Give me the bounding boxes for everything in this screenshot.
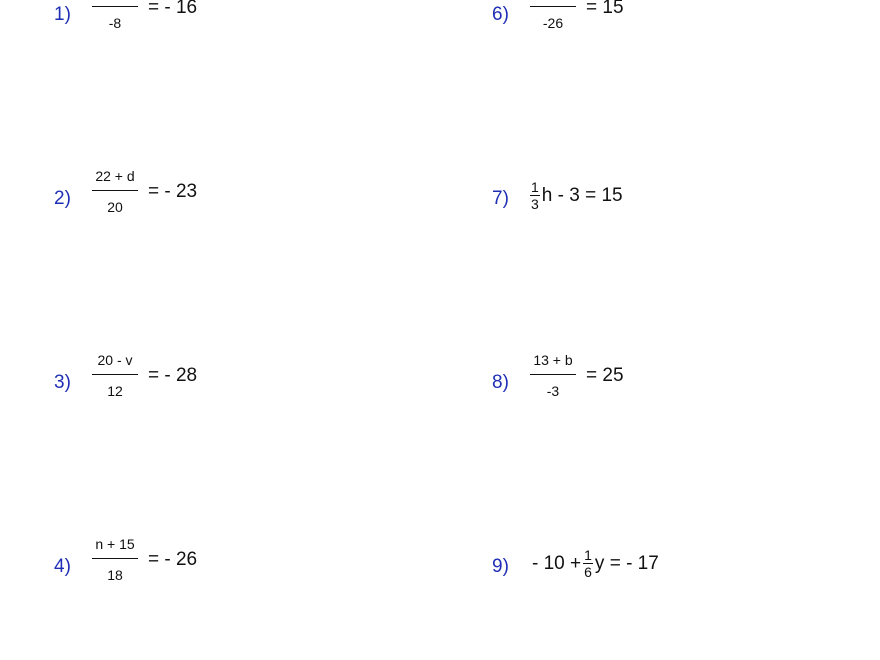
right-hand-side: = - 23 (148, 180, 198, 202)
denominator: 3 (531, 196, 539, 212)
denominator: -8 (108, 15, 122, 31)
denominator: -26 (542, 15, 564, 31)
numerator: n + 15 (92, 536, 138, 559)
fraction (92, 536, 138, 583)
numerator (92, 0, 138, 7)
numerator: 13 + b (530, 352, 576, 375)
fraction (530, 352, 576, 399)
fraction (530, 0, 576, 31)
denominator: 12 (107, 383, 123, 399)
fraction (530, 180, 540, 211)
numerator: 22 + d (92, 168, 138, 191)
numerator: 1 (584, 547, 592, 563)
problem-number: 3) (54, 372, 71, 393)
fraction (583, 548, 593, 579)
equation-text-before: - 10 + (532, 552, 582, 574)
denominator: 18 (107, 567, 123, 583)
problem-number: 9) (492, 556, 509, 577)
fraction (92, 0, 138, 31)
problem-number: 6) (492, 4, 509, 25)
problem-number: 4) (54, 556, 71, 577)
equation (530, 548, 661, 579)
denominator: 20 (107, 199, 123, 215)
equation (92, 536, 197, 583)
right-hand-side: = - 26 (148, 548, 198, 570)
numerator: 1 (531, 179, 539, 195)
equation (92, 0, 197, 31)
denominator: -3 (546, 383, 560, 399)
problem-number: 7) (492, 188, 509, 209)
problem-number: 1) (54, 4, 71, 25)
equation-text-after: y = - 17 (594, 552, 659, 574)
numerator: 20 - v (92, 352, 138, 375)
numerator (530, 0, 576, 7)
equation (92, 352, 197, 399)
equation (530, 180, 625, 211)
right-hand-side: = - 28 (148, 364, 198, 386)
equation (530, 0, 624, 31)
fraction (92, 168, 138, 215)
fraction (92, 352, 138, 399)
denominator: 6 (584, 564, 592, 580)
equation (92, 168, 197, 215)
problem-number: 2) (54, 188, 71, 209)
equation-text: h - 3 = 15 (541, 184, 623, 206)
problem-number: 8) (492, 372, 509, 393)
right-hand-side: = 15 (586, 0, 624, 18)
right-hand-side: = 25 (586, 364, 624, 386)
equation (530, 352, 624, 399)
right-hand-side: = - 16 (148, 0, 198, 18)
